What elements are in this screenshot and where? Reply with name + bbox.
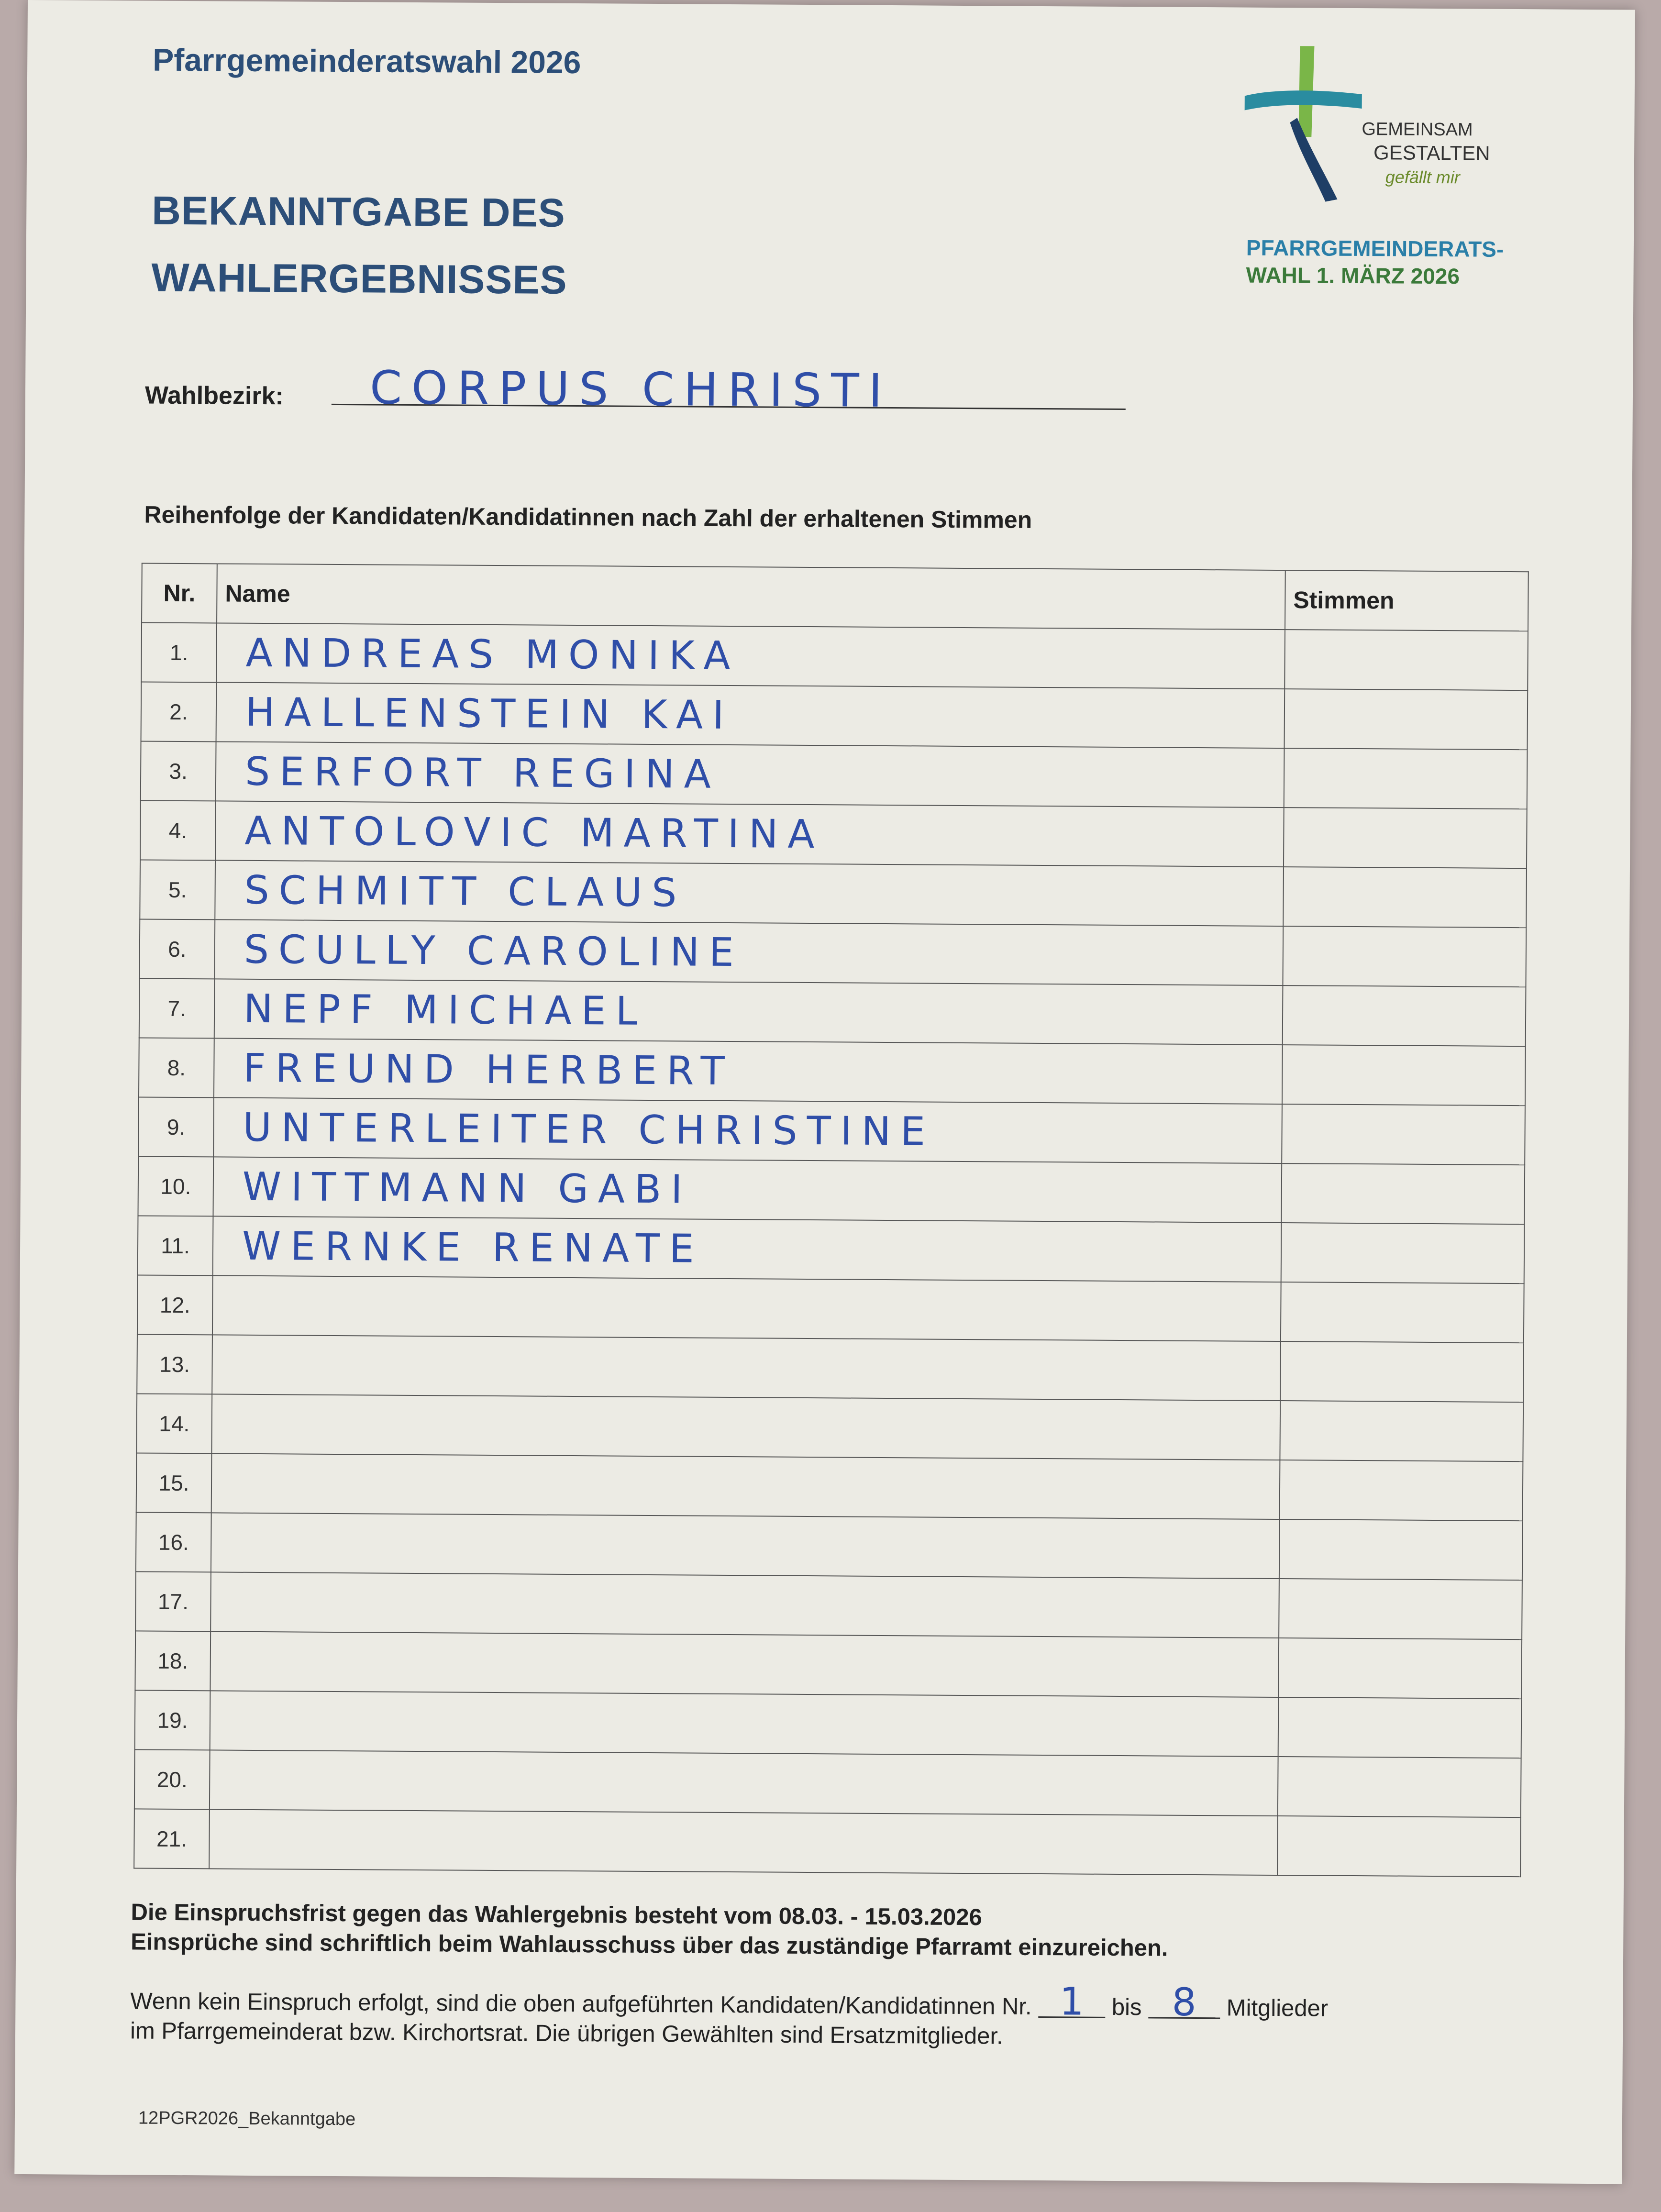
row-number-cell: 15. (136, 1453, 212, 1513)
objection-line-2: Einsprüche sind schriftlich beim Wahlausschuss über das zuständige Pfarramt einzureichen. (131, 1929, 1168, 1961)
table-row (137, 1334, 1524, 1402)
form-code: 12PGR2026_Bekanntgabe (138, 2108, 356, 2130)
candidate-table (133, 563, 1529, 1877)
votes-cell (1278, 1638, 1522, 1699)
votes-cell (1284, 689, 1528, 750)
candidate-name-cell: NEPF MICHAEL (214, 979, 1283, 1045)
votes-cell (1283, 985, 1526, 1046)
table-row (134, 1749, 1521, 1817)
table-row (136, 1453, 1523, 1521)
row-number-cell: 21. (134, 1809, 210, 1869)
table-row (135, 1690, 1522, 1758)
cross-icon (1241, 41, 1367, 205)
row-number-cell: 14. (136, 1394, 212, 1453)
votes-cell (1284, 748, 1528, 809)
votes-cell (1280, 1401, 1523, 1461)
candidate-name-cell (210, 1572, 1279, 1638)
votes-cell (1281, 1163, 1525, 1224)
candidate-name-cell: ANDREAS MONIKA (216, 623, 1285, 689)
votes-cell (1283, 867, 1527, 928)
election-logo (1241, 41, 1510, 310)
row-number-cell: 18. (135, 1631, 210, 1691)
table-header-row (142, 563, 1528, 631)
table-row (136, 1512, 1523, 1580)
votes-cell (1279, 1579, 1522, 1639)
title-line-2: WAHLERGEBNISSES (151, 254, 567, 302)
candidate-name-cell (210, 1631, 1279, 1697)
votes-cell (1278, 1757, 1521, 1817)
bis-label: bis (1111, 1994, 1142, 2021)
table-row (138, 1216, 1525, 1283)
result-note (130, 1981, 1566, 2054)
table-row (135, 1631, 1522, 1699)
table-row (140, 800, 1527, 868)
votes-cell (1280, 1460, 1523, 1521)
table-row (138, 1156, 1525, 1224)
table-row (139, 978, 1526, 1046)
candidate-name-cell: SERFORT REGINA (216, 741, 1285, 807)
candidate-name-cell (211, 1453, 1280, 1519)
candidate-name-cell (210, 1750, 1278, 1816)
votes-cell (1280, 1341, 1524, 1402)
table-row (136, 1394, 1523, 1461)
table-row (141, 682, 1528, 750)
votes-cell (1283, 926, 1526, 987)
member-range-to: 8 (1148, 1987, 1220, 2019)
row-number-cell: 1. (141, 622, 217, 682)
result-note-line-2: im Pfarrgemeinderat bzw. Kirchortsrat. Die übrigen Gewählten sind Ersatzmitglieder. (130, 2018, 1003, 2049)
row-number-cell: 12. (137, 1275, 213, 1335)
candidate-name-cell: FREUND HERBERT (214, 1038, 1283, 1104)
votes-cell (1281, 1223, 1525, 1283)
title-line-1: BEKANNTGABE DES (152, 188, 565, 235)
row-number-cell: 5. (140, 860, 215, 919)
candidate-name-cell: WITTMANN GABI (213, 1157, 1282, 1223)
badge-line-2: WAHL 1. MÄRZ 2026 (1246, 262, 1460, 289)
column-header-nr: Nr. (142, 563, 217, 623)
logo-line-3: gefällt mir (1385, 167, 1460, 188)
votes-cell (1282, 1104, 1525, 1165)
candidate-name-cell: SCULLY CAROLINE (215, 919, 1284, 985)
votes-cell (1277, 1816, 1521, 1877)
form-top-title: Pfarrgemeinderatswahl 2026 (153, 42, 581, 80)
table-row (134, 1809, 1521, 1877)
list-heading: Reihenfolge der Kandidaten/Kandidatinnen nach Zahl der erhaltenen Stimmen (144, 501, 1032, 533)
members-label: Mitglieder (1226, 1995, 1329, 2022)
table-row (140, 919, 1527, 987)
row-number-cell: 17. (135, 1571, 211, 1631)
row-number-cell: 7. (139, 978, 215, 1038)
row-number-cell: 9. (138, 1097, 214, 1157)
candidate-name-cell: SCHMITT CLAUS (215, 860, 1284, 926)
candidate-name-cell (212, 1275, 1281, 1341)
table-row (137, 1275, 1524, 1343)
votes-cell (1281, 1282, 1524, 1343)
votes-cell (1278, 1697, 1522, 1758)
table-row (140, 860, 1527, 928)
row-number-cell: 13. (137, 1334, 212, 1394)
row-number-cell: 8. (139, 1038, 214, 1097)
district-label: Wahlbezirk: (144, 381, 284, 410)
row-number-cell: 20. (134, 1749, 210, 1809)
member-range-from: 1 (1038, 1987, 1105, 2018)
document-title (151, 177, 568, 313)
row-number-cell: 16. (136, 1512, 211, 1572)
votes-cell (1284, 807, 1527, 868)
candidate-name-cell: ANTOLOVIC MARTINA (215, 801, 1284, 867)
row-number-cell: 2. (141, 682, 217, 741)
candidate-name-cell (210, 1691, 1279, 1757)
table-row (141, 622, 1528, 690)
column-header-name: Name (217, 564, 1285, 630)
district-value: CORPUS CHRISTI (369, 361, 892, 418)
candidate-name-cell: HALLENSTEIN KAI (216, 682, 1285, 748)
table-row (138, 1097, 1525, 1165)
row-number-cell: 11. (138, 1216, 213, 1275)
row-number-cell: 4. (140, 800, 216, 860)
table-row (141, 741, 1528, 809)
objection-line-1: Die Einspruchsfrist gegen das Wahlergebnis besteht vom 08.03. - 15.03.2026 (131, 1899, 982, 1931)
column-header-votes: Stimmen (1285, 570, 1528, 631)
candidate-name-cell (211, 1513, 1280, 1579)
row-number-cell: 6. (140, 919, 215, 979)
result-note-text: Wenn kein Einspruch erfolgt, sind die oben aufgeführten Kandidaten/Kandidatinnen Nr. (130, 1988, 1032, 2020)
candidate-name-cell: UNTERLEITER CHRISTINE (213, 1097, 1282, 1163)
row-number-cell: 10. (138, 1156, 213, 1216)
votes-cell (1279, 1519, 1523, 1580)
votes-cell (1282, 1045, 1526, 1106)
row-number-cell: 3. (141, 741, 216, 801)
candidate-name-cell (212, 1335, 1281, 1401)
document-sheet (14, 0, 1635, 2184)
badge-line-1: PFARRGEMEINDERATS- (1246, 235, 1504, 262)
logo-line-2: GESTALTEN (1373, 141, 1490, 165)
table-row (139, 1038, 1526, 1106)
logo-line-1: GEMEINSAM (1362, 119, 1473, 140)
table-row (135, 1571, 1522, 1639)
row-number-cell: 19. (135, 1690, 210, 1750)
candidate-name-cell (209, 1809, 1278, 1875)
candidate-name-cell: WERNKE RENATE (213, 1216, 1282, 1282)
candidate-name-cell (211, 1394, 1280, 1460)
votes-cell (1285, 630, 1528, 690)
objection-notice (131, 1897, 1168, 1963)
